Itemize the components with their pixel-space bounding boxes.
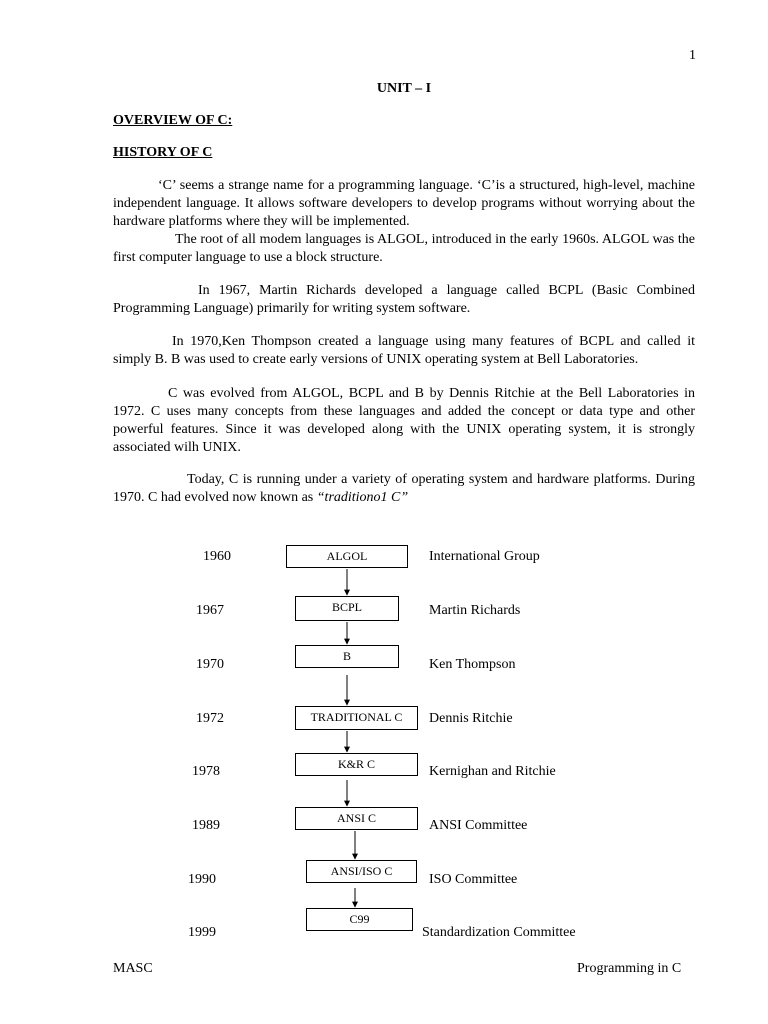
paragraph-5: [113, 471, 695, 507]
timeline-developer: Standardization Committee: [422, 925, 576, 940]
paragraph-3-text: In 1970,Ken Thompson created a language using many features of BCPL and called it simply B. B was used to create early versions of UNIX operating system at Bell Laboratories.: [113, 334, 695, 367]
paragraph-1a-text: ‘C’ seems a strange name for a programming language. ‘C’is a structured, high-level, machine independent language. It allows software developers to develop programs without worrying about the hardware platforms where they will be implemented.: [113, 178, 695, 229]
paragraph-5-text: Today, C is running under a variety of operating system and hardware platforms. During 1970. C had evolved now known as: [113, 472, 695, 505]
history-heading: HISTORY OF C: [113, 145, 213, 160]
timeline-developer: Martin Richards: [429, 603, 521, 618]
paragraph-1b-text: The root of all modem languages is ALGOL, introduced in the early 1960s. ALGOL was the first computer language to use a block structure.: [113, 232, 695, 265]
overview-heading: OVERVIEW OF C:: [113, 113, 233, 128]
paragraph-4-text: C was evolved from ALGOL, BCPL and B by Dennis Ritchie at the Bell Laboratories in 1972. C uses many concepts from these languages and added the concept or data type and other powerful features. Since it was developed along with the UNIX operating system, it is strongly associated wilh UNIX.: [113, 386, 695, 455]
timeline-developer: International Group: [429, 549, 540, 564]
timeline-year: 1989: [192, 818, 220, 833]
timeline-year: 1970: [196, 657, 224, 672]
timeline-developer: Kernighan and Ritchie: [429, 764, 556, 779]
timeline-year: 1967: [196, 603, 224, 618]
timeline-developer: Ken Thompson: [429, 657, 516, 672]
timeline-year: 1999: [188, 925, 216, 940]
timeline-year: 1960: [203, 549, 231, 564]
timeline-year: 1978: [192, 764, 220, 779]
footer-right: Programming in C: [577, 961, 682, 976]
timeline-developer: ISO Committee: [429, 872, 518, 887]
timeline-language-box: ANSI C: [295, 807, 418, 830]
footer-left: MASC: [113, 961, 153, 976]
timeline-developer: ANSI Committee: [429, 818, 528, 833]
traditional-c-term: “traditiono1 C”: [316, 490, 409, 505]
timeline-year: 1990: [188, 872, 216, 887]
timeline-language-box: BCPL: [295, 596, 399, 621]
timeline-language-box: TRADITIONAL C: [295, 706, 418, 730]
unit-title: UNIT – I: [376, 81, 432, 96]
timeline-language-box: ANSI/ISO C: [306, 860, 417, 883]
paragraph-4: [113, 385, 695, 457]
timeline-language-box: C99: [306, 908, 413, 931]
timeline-language-box: B: [295, 645, 399, 668]
page-number: 1: [689, 48, 696, 63]
timeline-year: 1972: [196, 711, 224, 726]
paragraph-1: [113, 177, 695, 267]
timeline-developer: Dennis Ritchie: [429, 711, 513, 726]
timeline-language-box: K&R C: [295, 753, 418, 776]
paragraph-3: [113, 333, 695, 369]
paragraph-2: [113, 282, 695, 318]
timeline-language-box: ALGOL: [286, 545, 408, 568]
paragraph-2-text: In 1967, Martin Richards developed a language called BCPL (Basic Combined Programming Language) primarily for writing system software.: [113, 283, 695, 316]
